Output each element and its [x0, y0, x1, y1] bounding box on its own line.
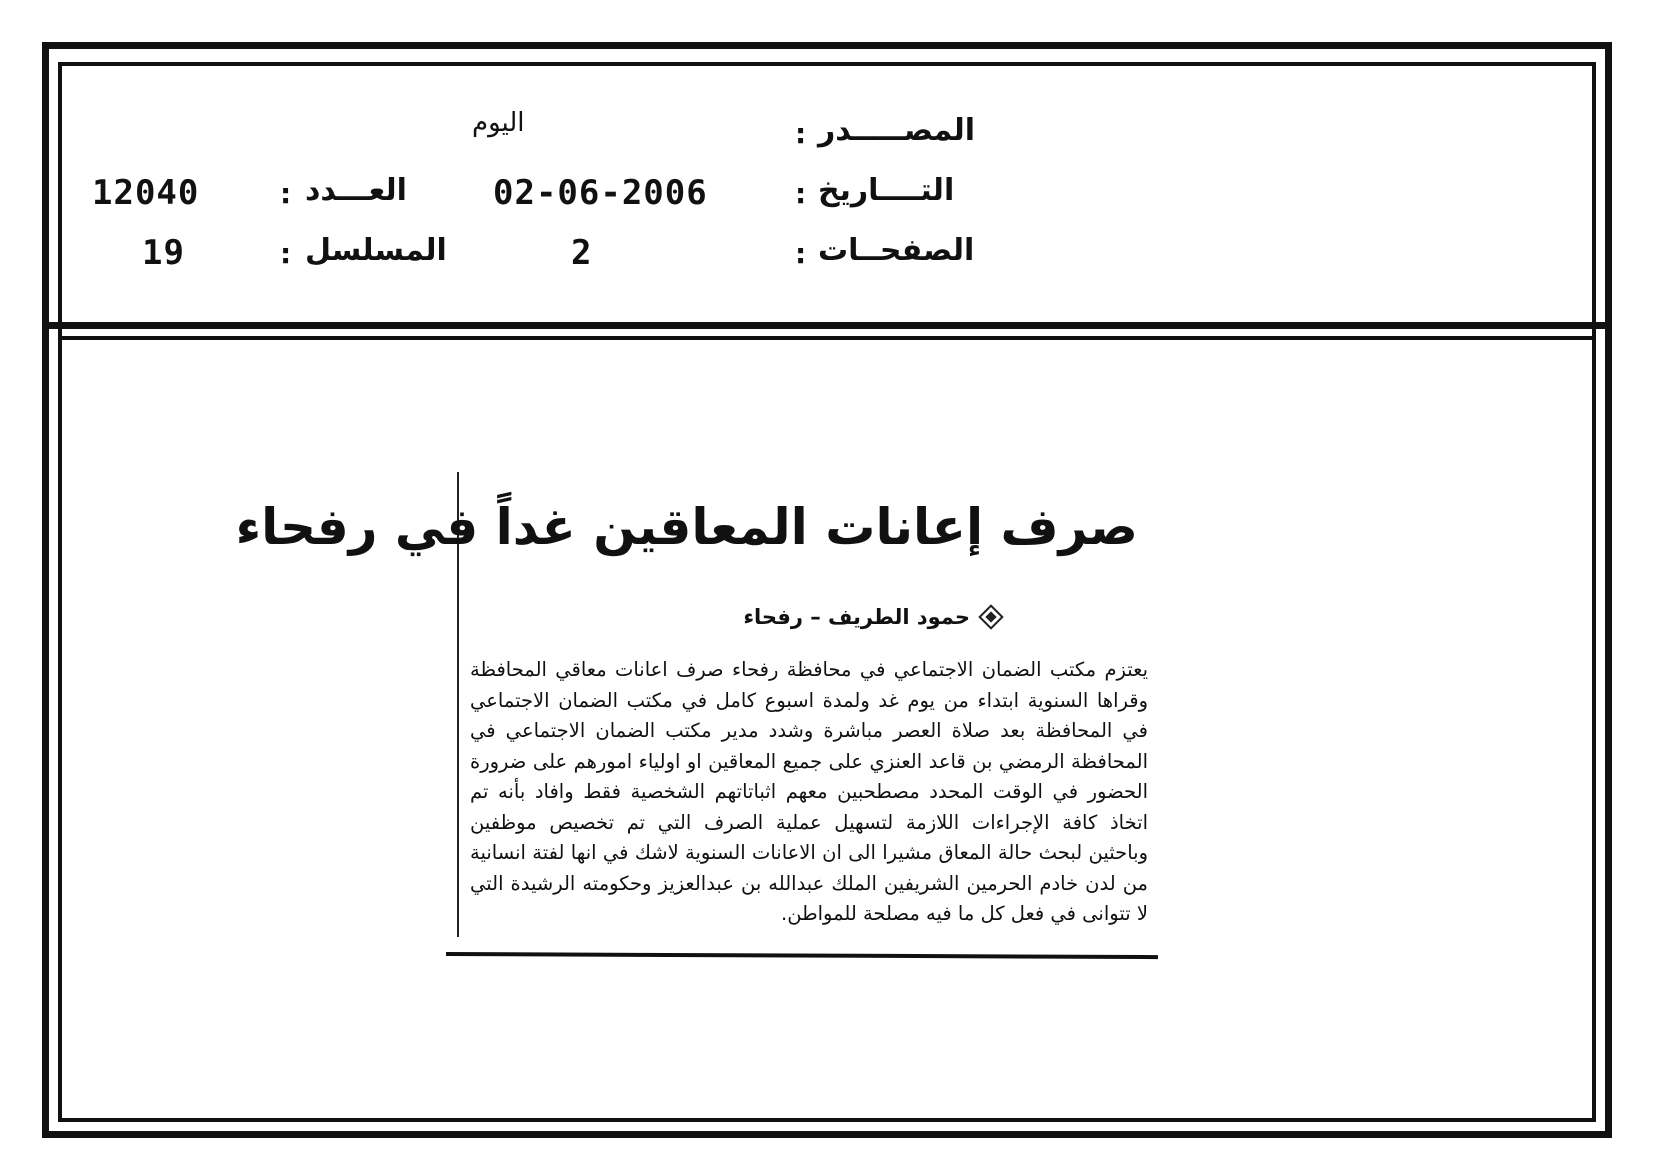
issue-label: العـــدد: [305, 173, 407, 208]
inner-frame: [58, 62, 1596, 1122]
article-body: يعتزم مكتب الضمان الاجتماعي في محافظة رفحاء صرف اعانات معاقي المحافظة وقراها السنوية ابتداء من يوم غد ولمدة اسبوع كامل في مكتب الضمان الاجتماعي في المحافظة بعد صلاة العصر مباشرة وشدد مدير مكتب الضمان الاجتماعي في المحافظة الرمضي بن قاعد العنزي على جميع المعاقين او اولياء امورهم على ضرورة الحضور في الوقت المحدد مصطحبين معهم اثباتاتهم الشخصية فقط وافاد بأنه تم اتخاذ كافة الإجراءات اللازمة لتسهيل عملية الصرف التي تم تخصيص موظفين وباحثين لبحث حالة المعاق مشيرا الى ان الاعانات السنوية لاشك في انها لفتة انسانية من لدن خادم الحرمين الشريفين الملك عبدالله بن عبدالعزيز وحكومته الرشيدة التي لا تتوانى في فعل كل ما فيه مصلحة للمواطن.: [470, 658, 1148, 925]
serial-colon: :: [280, 237, 292, 270]
article-headline: صرف إعانات المعاقين غداً في رفحاء: [235, 498, 1138, 556]
pages-value: 2: [571, 233, 593, 273]
diamond-icon: [978, 604, 1003, 629]
date-colon: :: [795, 177, 807, 210]
date-value: 02-06-2006: [493, 173, 708, 213]
issue-value: 12040: [92, 173, 200, 213]
pages-label: الصفحــات: [818, 233, 975, 268]
issue-colon: :: [280, 177, 292, 210]
byline-text: حمود الطريف – رفحاء: [743, 605, 970, 629]
source-label: المصـــــدر: [818, 113, 976, 148]
serial-label: المسلسل: [305, 233, 447, 268]
pages-colon: :: [795, 237, 807, 270]
article-byline: [700, 605, 1000, 629]
header-divider-thin: [58, 336, 1596, 340]
source-value: اليوم: [472, 108, 525, 138]
date-label: التــــاريخ: [818, 173, 955, 208]
source-colon: :: [795, 117, 807, 150]
serial-value: 19: [142, 233, 185, 273]
header-divider-thick: [42, 322, 1612, 329]
